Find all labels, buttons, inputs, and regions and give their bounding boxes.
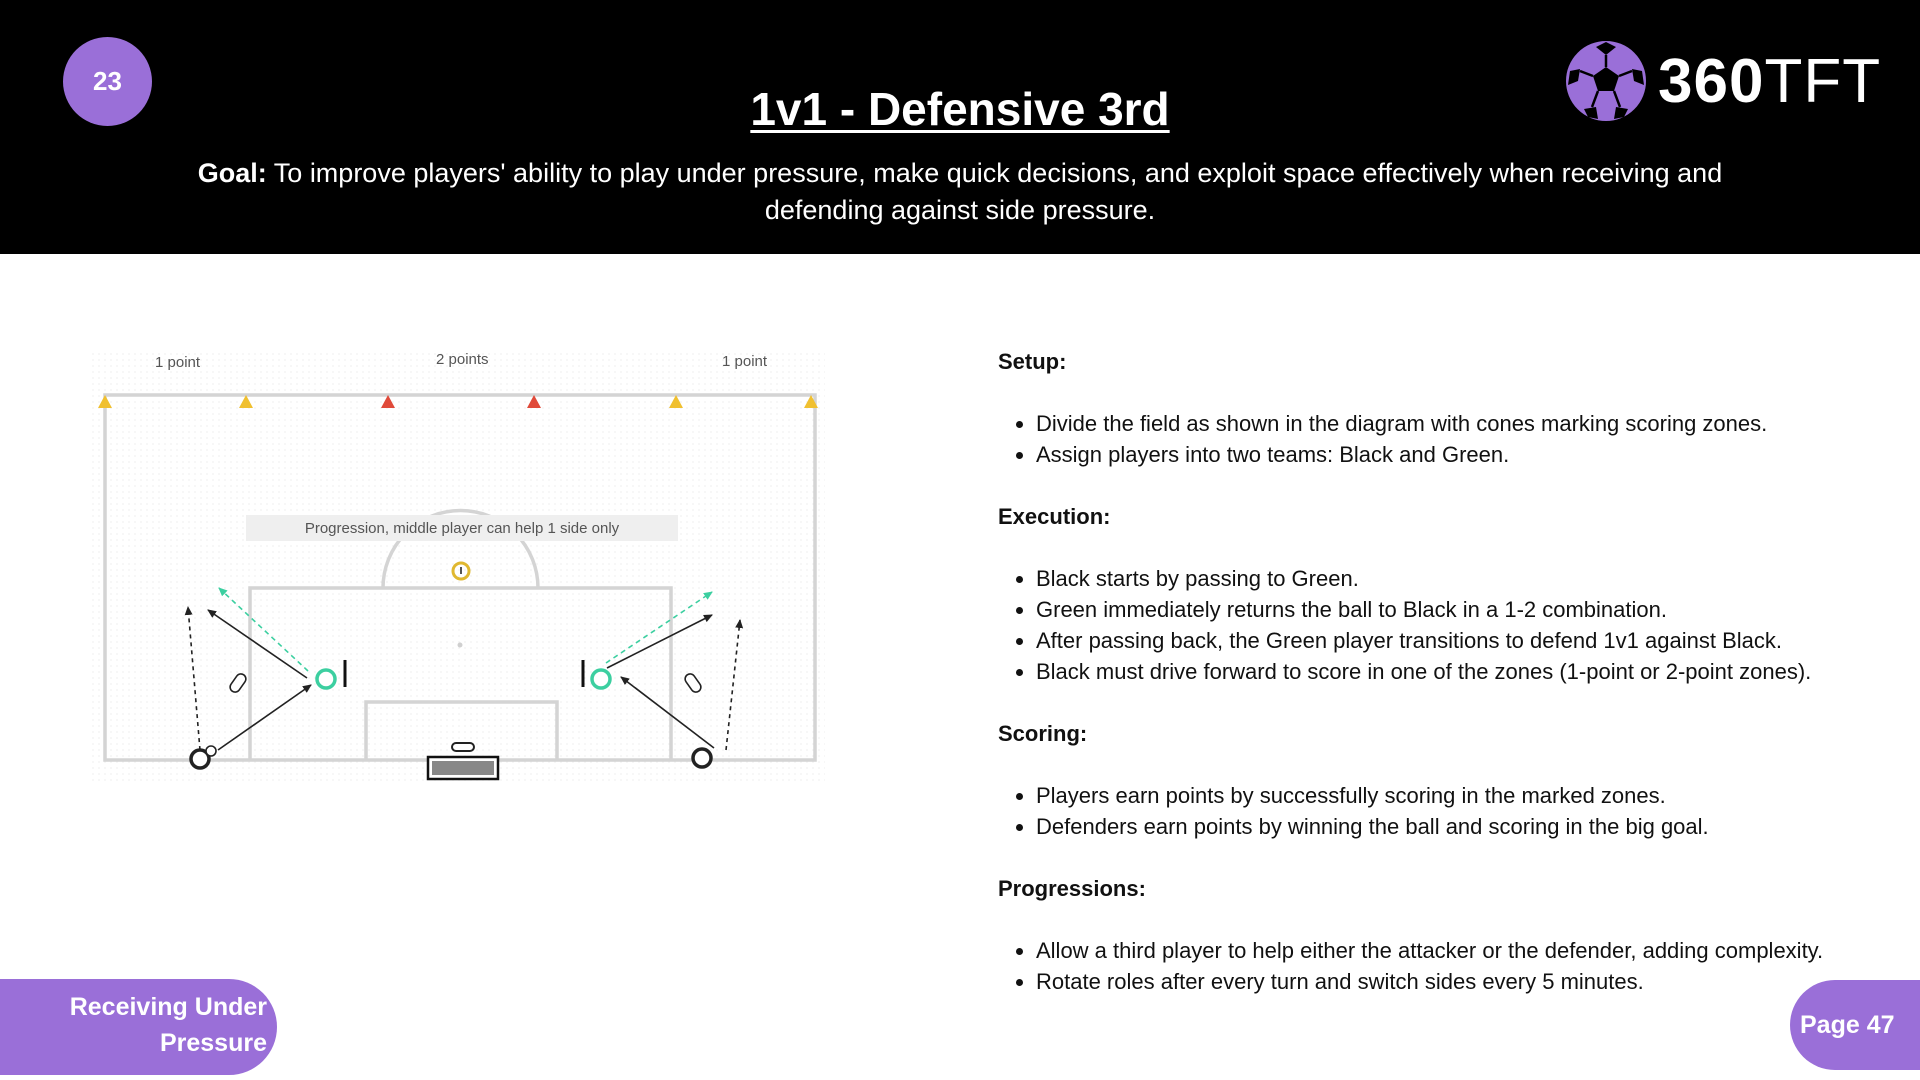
topic-line-1: Receiving Under — [69, 993, 267, 1021]
black-player-right — [693, 749, 711, 767]
scoring-list — [998, 780, 1878, 842]
zone-label-right: 1 point — [722, 353, 768, 370]
slide-number-badge: 23 — [63, 37, 152, 126]
green-player-left — [317, 670, 335, 688]
section-title-setup: Setup: — [998, 349, 1067, 374]
pitch-background — [90, 350, 825, 785]
logo-wordmark-light: TFT — [1764, 46, 1882, 116]
setup-list — [998, 408, 1878, 470]
page-number-pill: Page 47 — [1790, 980, 1920, 1070]
goal-description: To improve players' ability to play under pressure, make quick decisions, and exploit space effectively when receiving and defending against side pressure. — [266, 158, 1723, 225]
list-item: • Black must drive forward to score in one of the zones (1-point or 2-point zones). — [1036, 656, 1878, 687]
logo-wordmark — [1658, 46, 1881, 117]
execution-list — [998, 563, 1878, 687]
ball — [206, 746, 216, 756]
green-player-right — [592, 670, 610, 688]
list-item: • Divide the field as shown in the diagram with cones marking scoring zones. — [1036, 408, 1878, 439]
goal-text — [140, 155, 1780, 229]
list-item: • After passing back, the Green player transitions to defend 1v1 against Black. — [1036, 625, 1878, 656]
list-item: • Black starts by passing to Green. — [1036, 563, 1878, 594]
list-item: • Defenders earn points by winning the ball and scoring in the big goal. — [1036, 811, 1878, 842]
section-title-scoring: Scoring: — [998, 721, 1088, 746]
section-title-execution: Execution: — [998, 504, 1111, 529]
page-title: 1v1 - Defensive 3rd — [750, 83, 1170, 135]
drill-diagram — [90, 345, 830, 785]
list-item: • Assign players into two teams: Black and Green. — [1036, 439, 1878, 470]
center-spot — [458, 643, 463, 648]
instructions — [998, 346, 1878, 1028]
progressions-list — [998, 935, 1878, 997]
zone-label-middle: 2 points — [436, 351, 489, 368]
brand-logo — [1562, 36, 1881, 126]
list-item: • Green immediately returns the ball to Black in a 1-2 combination. — [1036, 594, 1878, 625]
list-item: • Players earn points by successfully scoring in the marked zones. — [1036, 780, 1878, 811]
section-title-progressions: Progressions: — [998, 876, 1146, 901]
list-item: • Rotate roles after every turn and switch sides every 5 minutes. — [1036, 966, 1878, 997]
goal-label: Goal: — [197, 158, 267, 188]
progression-note: Progression, middle player can help 1 side only — [304, 520, 620, 537]
header-bar — [0, 0, 1920, 254]
list-item: • Allow a third player to help either the attacker or the defender, adding complexity. — [1036, 935, 1878, 966]
topic-pill — [0, 979, 277, 1075]
soccer-ball-icon — [1562, 37, 1650, 125]
zone-label-left: 1 point — [155, 354, 201, 371]
logo-wordmark-strong: 360 — [1658, 46, 1765, 116]
topic-line-2: Pressure — [159, 1029, 267, 1057]
